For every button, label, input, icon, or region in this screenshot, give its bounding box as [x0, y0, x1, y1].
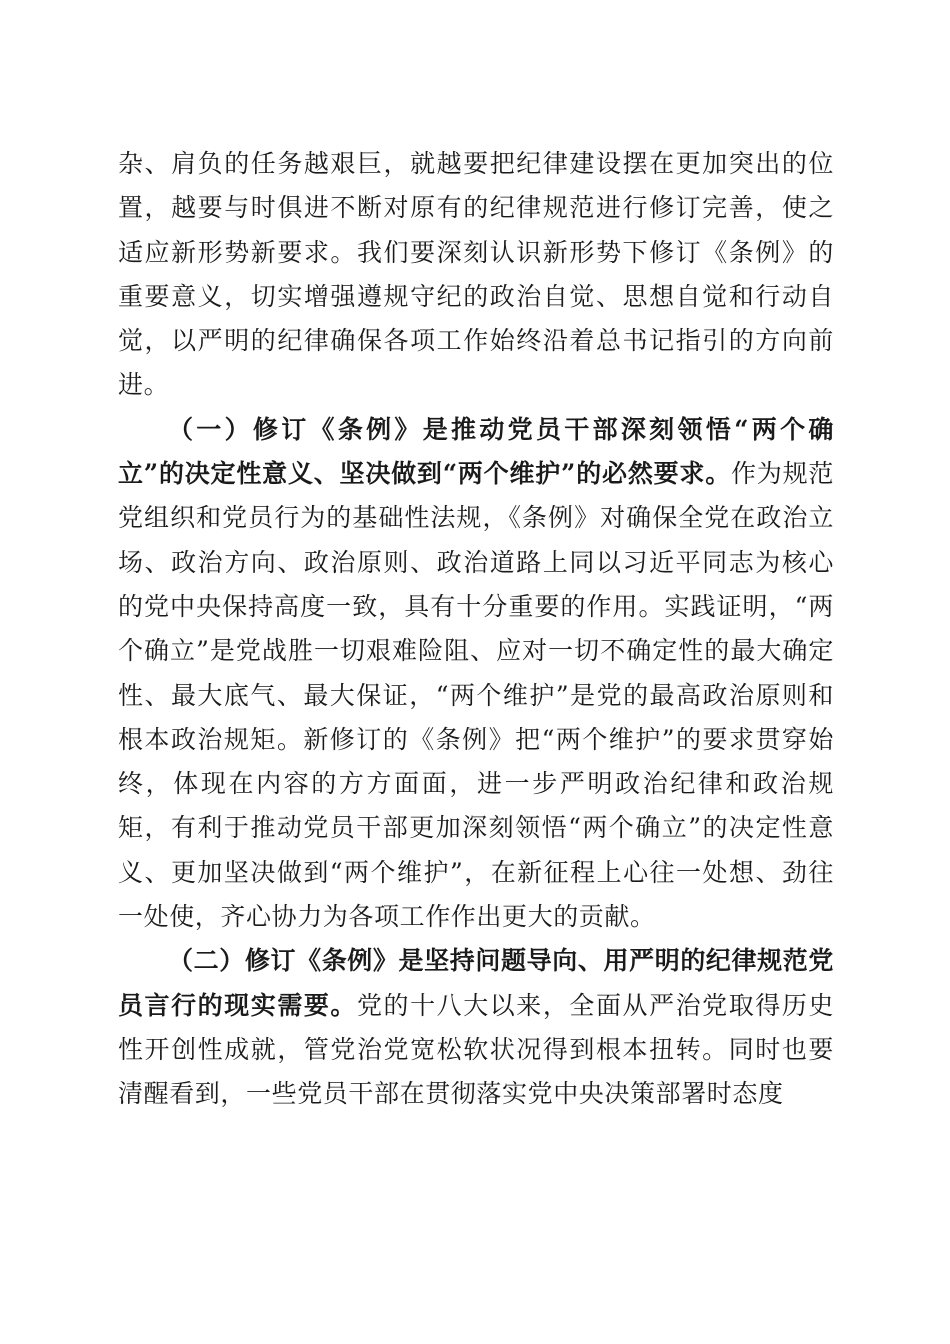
paragraph-text: 党的十八大以来，全面从严治党取得历史性开创性成就，管党治党宽松软状况得到根本扭转。同时也要清醒看到，一些党员干部在贯彻落实党中央决策部署时态度	[118, 990, 834, 1109]
paragraph-section-2	[118, 939, 834, 1116]
document-body	[118, 142, 834, 1117]
paragraph-continued	[118, 142, 834, 408]
paragraph-text: 作为规范党组织和党员行为的基础性法规，《条例》对确保全党在政治立场、政治方向、政治原则、政治道路上同以习近平同志为核心的党中央保持高度一致，具有十分重要的作用。实践证明，“两个确立”是党战胜一切艰难险阻、应对一切不确定性的最大确定性、最大底气、最大保证，“两个维护”是党的最高政治原则和根本政治规矩。新修订的《条例》把“两个维护”的要求贯穿始终，体现在内容的方方面面，进一步严明政治纪律和政治规矩，有利于推动党员干部更加深刻领悟“两个确立”的决定性意义、更加坚决做到“两个维护”，在新征程上心往一处想、劲往一处使，齐心协力为各项工作作出更大的贡献。	[118, 459, 834, 932]
section-heading: （二）修订《条例》是坚持问题导向、用严明的纪律规范党员言行的现实需要。	[118, 946, 834, 1020]
section-heading: （一）修订《条例》是推动党员干部深刻领悟“两个确立”的决定性意义、坚决做到“两个维护”的必然要求。	[118, 414, 834, 489]
paragraph-section-1	[118, 408, 834, 940]
paragraph-text: 杂、肩负的任务越艰巨，就越要把纪律建设摆在更加突出的位置，越要与时俱进不断对原有的纪律规范进行修订完善，使之适应新形势新要求。我们要深刻认识新形势下修订《条例》的重要意义，切实增强遵规守纪的政治自觉、思想自觉和行动自觉，以严明的纪律确保各项工作始终沿着总书记指引的方向前进。	[118, 149, 834, 400]
